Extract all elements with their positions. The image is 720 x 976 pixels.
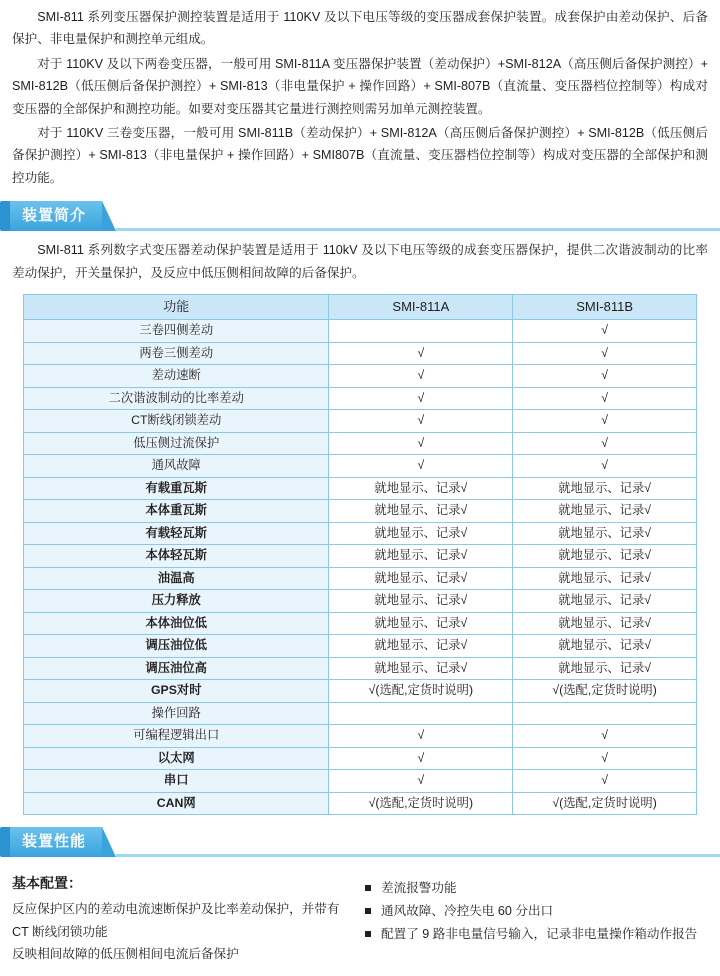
section-title-intro: 装置简介 bbox=[10, 201, 102, 231]
table-cell-function: 以太网 bbox=[24, 747, 329, 770]
table-row bbox=[24, 320, 697, 343]
table-cell-smi811a: √ bbox=[329, 387, 513, 410]
table-cell-function: CAN网 bbox=[24, 792, 329, 815]
table-cell-smi811b: √ bbox=[513, 770, 697, 793]
table-cell-smi811a: 就地显示、记录√ bbox=[329, 545, 513, 568]
basic-config-title: 基本配置： bbox=[12, 875, 82, 892]
performance-right-item-label: 配置了 9 路非电量信号输入，记录非电量操作箱动作报告 bbox=[381, 926, 698, 941]
table-row bbox=[24, 657, 697, 680]
table-cell-smi811b: 就地显示、记录√ bbox=[513, 612, 697, 635]
table-cell-smi811a: √ bbox=[329, 770, 513, 793]
bullet-square-icon bbox=[365, 885, 371, 891]
table-row bbox=[24, 500, 697, 523]
bullet-square-icon bbox=[365, 931, 371, 937]
table-cell-function: 二次谐波制动的比率差动 bbox=[24, 387, 329, 410]
performance-right-item-label: 差流报警功能 bbox=[381, 881, 457, 896]
table-cell-smi811b: √ bbox=[513, 342, 697, 365]
performance-right-list bbox=[365, 877, 708, 945]
table-cell-smi811a bbox=[329, 320, 513, 343]
table-cell-function: 有载重瓦斯 bbox=[24, 477, 329, 500]
performance-right-item bbox=[365, 923, 708, 946]
table-cell-smi811b: √ bbox=[513, 410, 697, 433]
table-body bbox=[24, 320, 697, 815]
table-cell-function: 本体油位低 bbox=[24, 612, 329, 635]
performance-right-column bbox=[365, 867, 708, 965]
section-intro-paragraph: SMI-811 系列数字式变压器差动保护装置是适用于 110kV 及以下电压等级的成套变压器保护，提供二次谐波制动的比率差动保护，开关量保护，及反应中低压侧相间故障的后备保护。 bbox=[12, 243, 708, 280]
table-cell-smi811a: 就地显示、记录√ bbox=[329, 500, 513, 523]
table-row bbox=[24, 410, 697, 433]
table-row bbox=[24, 702, 697, 725]
table-cell-function: 通风故障 bbox=[24, 455, 329, 478]
table-cell-function: 调压油位高 bbox=[24, 657, 329, 680]
table-cell-function: 三卷四侧差动 bbox=[24, 320, 329, 343]
table-cell-smi811a: √(选配,定货时说明) bbox=[329, 792, 513, 815]
bullet-square-icon bbox=[365, 908, 371, 914]
table-cell-smi811b: 就地显示、记录√ bbox=[513, 590, 697, 613]
table-cell-smi811a: 就地显示、记录√ bbox=[329, 657, 513, 680]
performance-left-item: CT 断线闭锁功能 bbox=[12, 924, 108, 939]
table-row bbox=[24, 365, 697, 388]
column-header-smi811a: SMI-811A bbox=[329, 295, 513, 320]
table-cell-smi811b: √ bbox=[513, 432, 697, 455]
performance-left-item: 反映相间故障的低压侧相间电流后备保护 bbox=[12, 947, 239, 962]
table-cell-function: 调压油位低 bbox=[24, 635, 329, 658]
table-cell-smi811a: √ bbox=[329, 725, 513, 748]
table-cell-function: 压力释放 bbox=[24, 590, 329, 613]
table-cell-function: 油温高 bbox=[24, 567, 329, 590]
table-row bbox=[24, 590, 697, 613]
table-cell-smi811a: √(选配,定货时说明) bbox=[329, 680, 513, 703]
section-title-tail-2 bbox=[102, 827, 116, 857]
table-row bbox=[24, 792, 697, 815]
table-cell-function: 串口 bbox=[24, 770, 329, 793]
column-header-smi811b: SMI-811B bbox=[513, 295, 697, 320]
intro-section bbox=[0, 0, 720, 189]
table-row bbox=[24, 635, 697, 658]
table-cell-smi811b: 就地显示、记录√ bbox=[513, 500, 697, 523]
table-cell-smi811a: √ bbox=[329, 342, 513, 365]
table-cell-smi811a: √ bbox=[329, 432, 513, 455]
table-row bbox=[24, 455, 697, 478]
table-cell-smi811a: √ bbox=[329, 455, 513, 478]
section-underline bbox=[116, 228, 720, 231]
table-cell-smi811b: 就地显示、记录√ bbox=[513, 567, 697, 590]
section-title-tail bbox=[102, 201, 116, 231]
performance-right-item-label: 通风故障、冷控失电 60 分出口 bbox=[381, 904, 554, 919]
table-row bbox=[24, 612, 697, 635]
section-header-intro bbox=[0, 201, 720, 231]
section-title-performance: 装置性能 bbox=[10, 827, 102, 857]
table-cell-smi811a: √ bbox=[329, 747, 513, 770]
table-row bbox=[24, 342, 697, 365]
table-row bbox=[24, 432, 697, 455]
table-cell-smi811b: 就地显示、记录√ bbox=[513, 522, 697, 545]
table-row bbox=[24, 477, 697, 500]
table-cell-function: CT断线闭锁差动 bbox=[24, 410, 329, 433]
table-cell-function: 两卷三侧差动 bbox=[24, 342, 329, 365]
table-cell-function: 本体轻瓦斯 bbox=[24, 545, 329, 568]
table-cell-smi811a: 就地显示、记录√ bbox=[329, 635, 513, 658]
table-row bbox=[24, 680, 697, 703]
performance-left-list bbox=[12, 898, 355, 966]
table-cell-smi811b: √ bbox=[513, 387, 697, 410]
section-header-performance bbox=[0, 827, 720, 857]
intro-paragraph-3: 对于 110KV 三卷变压器，一般可用 SMI-811B（差动保护）+ SMI-812A（高压侧后备保护测控）+ SMI-812B（低压侧后备保护测控）+ SMI-813（非电量保护 + 操作回路）+ SMI807B（直流量、变压器档位控制等）构成对变压器的全部保护和测控功能。 bbox=[12, 126, 708, 185]
table-cell-smi811a: 就地显示、记录√ bbox=[329, 522, 513, 545]
section-body-intro bbox=[0, 237, 720, 284]
table-cell-function: 低压侧过流保护 bbox=[24, 432, 329, 455]
table-cell-smi811b: 就地显示、记录√ bbox=[513, 477, 697, 500]
performance-left-item: 反应保护区内的差动电流速断保护及比率差动保护，并带有 bbox=[12, 901, 340, 916]
table-cell-smi811a: 就地显示、记录√ bbox=[329, 590, 513, 613]
table-row bbox=[24, 747, 697, 770]
performance-right-item bbox=[365, 877, 708, 900]
table-row bbox=[24, 770, 697, 793]
performance-section bbox=[0, 863, 720, 975]
column-header-function: 功能 bbox=[24, 295, 329, 320]
table-cell-smi811a: √ bbox=[329, 365, 513, 388]
table-cell-smi811b: √ bbox=[513, 725, 697, 748]
table-cell-smi811a bbox=[329, 702, 513, 725]
table-cell-smi811a: 就地显示、记录√ bbox=[329, 567, 513, 590]
table-cell-smi811a: 就地显示、记录√ bbox=[329, 477, 513, 500]
table-cell-function: 可编程逻辑出口 bbox=[24, 725, 329, 748]
table-cell-smi811b bbox=[513, 702, 697, 725]
table-row bbox=[24, 567, 697, 590]
performance-left-column bbox=[12, 867, 355, 965]
section-accent-left-2 bbox=[0, 827, 10, 857]
table-header-row bbox=[24, 295, 697, 320]
table-cell-smi811b: √ bbox=[513, 455, 697, 478]
table-cell-smi811b: 就地显示、记录√ bbox=[513, 657, 697, 680]
section-underline-2 bbox=[116, 854, 720, 857]
table-row bbox=[24, 522, 697, 545]
table-row bbox=[24, 725, 697, 748]
table-row bbox=[24, 545, 697, 568]
table-row bbox=[24, 387, 697, 410]
table-cell-smi811a: √ bbox=[329, 410, 513, 433]
table-cell-function: 本体重瓦斯 bbox=[24, 500, 329, 523]
table-cell-smi811b: 就地显示、记录√ bbox=[513, 635, 697, 658]
table-cell-function: 操作回路 bbox=[24, 702, 329, 725]
performance-right-item bbox=[365, 900, 708, 923]
table-cell-function: 有载轻瓦斯 bbox=[24, 522, 329, 545]
section-accent-left bbox=[0, 201, 10, 231]
table-cell-smi811b: √(选配,定货时说明) bbox=[513, 792, 697, 815]
table-cell-smi811b: √ bbox=[513, 365, 697, 388]
intro-paragraph-1: SMI-811 系列变压器保护测控装置是适用于 110KV 及以下电压等级的变压器成套保护装置。成套保护由差动保护、后备保护、非电量保护和测控单元组成。 bbox=[12, 10, 708, 47]
table-cell-smi811b: 就地显示、记录√ bbox=[513, 545, 697, 568]
table-cell-function: GPS对时 bbox=[24, 680, 329, 703]
function-comparison-table bbox=[23, 294, 697, 815]
table-cell-smi811b: √(选配,定货时说明) bbox=[513, 680, 697, 703]
table-cell-smi811a: 就地显示、记录√ bbox=[329, 612, 513, 635]
intro-paragraph-2: 对于 110KV 及以下两卷变压器，一般可用 SMI-811A 变压器保护装置（差动保护）+SMI-812A（高压侧后备保护测控）+ SMI-812B（低压侧后备保护测控）+ SMI-813（非电量保护 + 操作回路）+ SMI-807B（直流量、变压器档位控制等）构成对变压器的全部保护和测控功能。如要对变压器其它量进行测控则需另加单元测控装置。 bbox=[12, 56, 708, 116]
table-cell-smi811b: √ bbox=[513, 320, 697, 343]
table-cell-function: 差动速断 bbox=[24, 365, 329, 388]
table-cell-smi811b: √ bbox=[513, 747, 697, 770]
